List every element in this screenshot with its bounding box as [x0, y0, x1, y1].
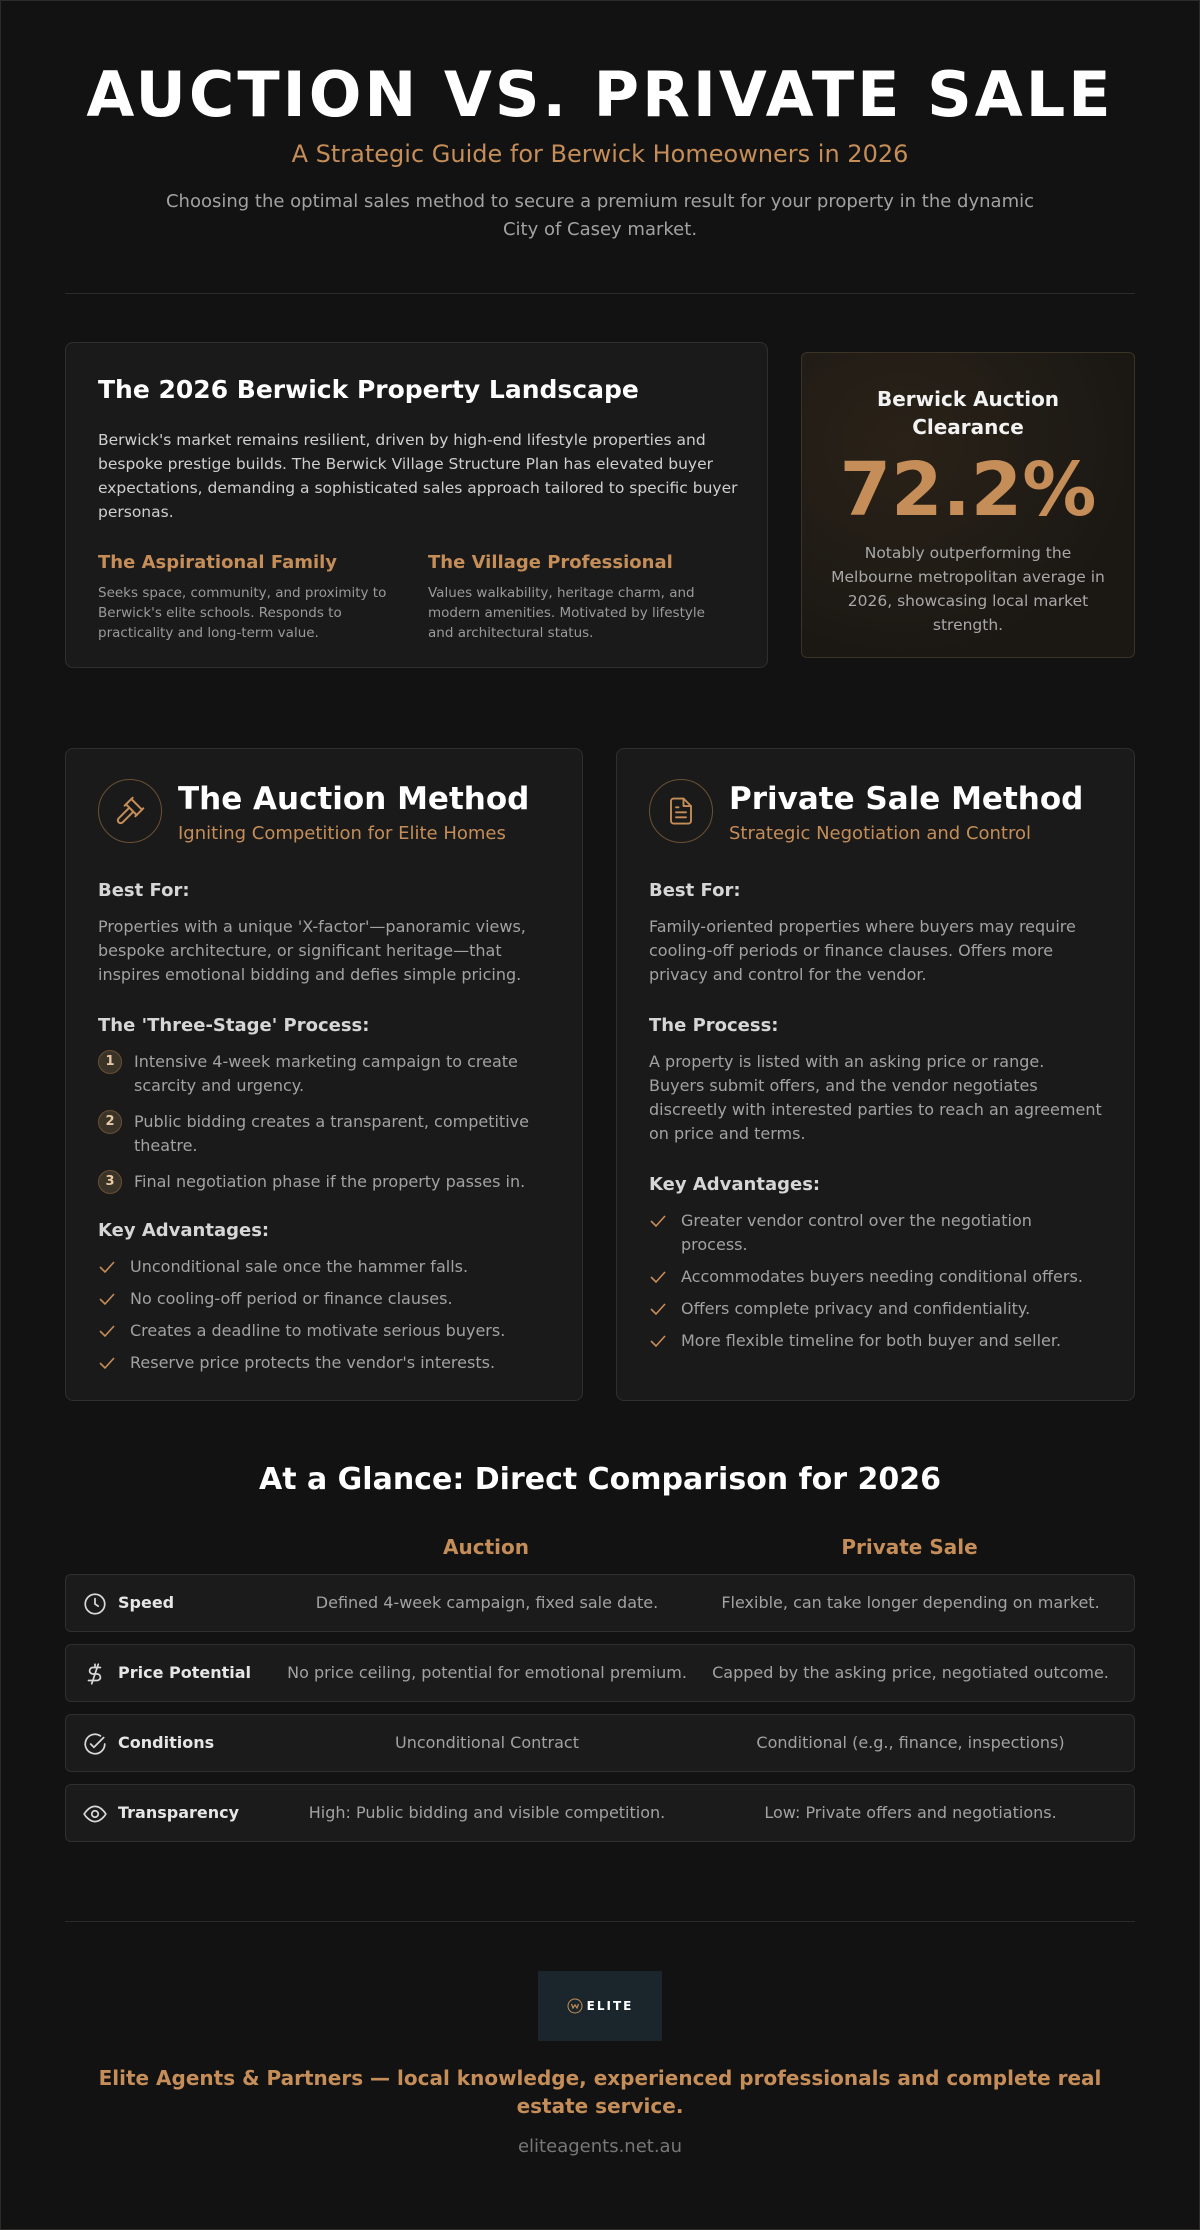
advantage-text: Greater vendor control over the negotiation process.	[681, 1211, 1032, 1254]
persona-item	[98, 552, 398, 643]
row-label: Transparency	[118, 1803, 240, 1822]
private-header	[649, 779, 1102, 844]
landscape-title: The 2026 Berwick Property Landscape	[98, 375, 639, 404]
row-auction-value: High: Public bidding and visible competition.	[308, 1803, 666, 1822]
persona-text: Seeks space, community, and proximity to Berwick's elite schools. Responds to practicality and long-term value.	[98, 585, 387, 641]
gavel-icon	[98, 779, 162, 843]
persona-list	[98, 552, 735, 643]
advantage-text: Reserve price protects the vendor's interests.	[130, 1353, 496, 1372]
process-steps	[98, 1050, 550, 1194]
row-private-value: Flexible, can take longer depending on market.	[721, 1593, 1100, 1612]
stat-value: 72.2%	[839, 447, 1097, 533]
advantage-item	[98, 1319, 550, 1343]
persona-title: The Village Professional	[428, 552, 673, 573]
advantage-item	[649, 1209, 1102, 1257]
auction-subtitle: Igniting Competition for Elite Homes	[178, 823, 506, 844]
process-label: The Process:	[649, 1015, 779, 1036]
logo-text: ELITE	[586, 1999, 634, 2013]
row-auction-value: Unconditional Contract	[395, 1733, 579, 1752]
advantage-item	[98, 1255, 550, 1279]
step-text: Public bidding creates a transparent, competitive theatre.	[134, 1112, 529, 1155]
comparison-row	[65, 1714, 1135, 1772]
advantage-item	[98, 1351, 550, 1375]
check-icon	[98, 1319, 118, 1343]
comparison-row	[65, 1644, 1135, 1702]
advantage-text: Unconditional sale once the hammer falls.	[130, 1257, 469, 1276]
best-for-text: Family-oriented properties where buyers may require cooling-off periods or finance clauses. Offers more privacy and control for the vendor.	[649, 917, 1076, 984]
column-header-auction: Auction	[443, 1535, 529, 1559]
footer-tagline: Elite Agents & Partners — local knowledge, experienced professionals and complete real estate service.	[98, 2066, 1102, 2118]
row-label: Conditions	[118, 1733, 215, 1752]
persona-title: The Aspirational Family	[98, 552, 338, 573]
process-label: The 'Three-Stage' Process:	[98, 1015, 370, 1036]
advantages-list	[649, 1209, 1102, 1353]
check-icon	[98, 1287, 118, 1311]
row-label: Price Potential	[118, 1663, 252, 1682]
step-text: Intensive 4-week marketing campaign to create scarcity and urgency.	[134, 1052, 518, 1095]
row-private-value: Low: Private offers and negotiations.	[764, 1803, 1057, 1822]
persona-item	[428, 552, 728, 643]
step-number: 3	[98, 1170, 122, 1194]
page-description: Choosing the optimal sales method to secure a premium result for your property in the dynamic City of Casey market.	[165, 191, 1035, 240]
brand-logo	[538, 1971, 662, 2041]
landscape-body: Berwick's market remains resilient, driven by high-end lifestyle properties and bespoke prestige builds. The Berwick Village Structure Plan has elevated buyer expectations, demanding a sophisticated sales approach tailored to specific buyer personas.	[98, 431, 738, 521]
header-divider	[65, 293, 1135, 294]
stat-description: Notably outperforming the Melbourne metropolitan average in 2026, showcasing local market strength.	[831, 544, 1105, 634]
clock-icon	[82, 1591, 108, 1617]
row-private-value: Conditional (e.g., finance, inspections)	[756, 1733, 1065, 1752]
process-step	[98, 1110, 550, 1158]
private-subtitle: Strategic Negotiation and Control	[729, 823, 1032, 844]
page-title: AUCTION VS. PRIVATE SALE	[86, 58, 1114, 131]
advantage-text: No cooling-off period or finance clauses.	[130, 1289, 453, 1308]
persona-text: Values walkability, heritage charm, and modern amenities. Motivated by lifestyle and architectural status.	[428, 585, 705, 641]
check-icon	[98, 1351, 118, 1375]
advantage-text: More flexible timeline for both buyer and seller.	[681, 1331, 1062, 1350]
check-icon	[649, 1265, 669, 1289]
row-private-value: Capped by the asking price, negotiated outcome.	[712, 1663, 1109, 1682]
process-text: A property is listed with an asking price or range. Buyers submit offers, and the vendor negotiates discreetly with interested parties to reach an agreement on price and terms.	[649, 1052, 1102, 1143]
eye-icon	[82, 1801, 108, 1827]
check-circle-icon	[82, 1731, 108, 1757]
step-number: 2	[98, 1110, 122, 1134]
best-for-label: Best For:	[98, 880, 190, 901]
check-icon	[98, 1255, 118, 1279]
advantage-text: Accommodates buyers needing conditional offers.	[681, 1267, 1083, 1286]
website-link[interactable]: eliteagents.net.au	[517, 2136, 682, 2157]
logo-mark-icon	[567, 1998, 583, 2014]
advantage-text: Creates a deadline to motivate serious buyers.	[130, 1321, 506, 1340]
clearance-stat-card	[801, 352, 1135, 658]
check-icon	[649, 1209, 669, 1233]
landscape-card	[65, 342, 768, 668]
footer-divider	[65, 1921, 1135, 1922]
advantage-item	[649, 1297, 1102, 1321]
step-number: 1	[98, 1050, 122, 1074]
comparison-row	[65, 1574, 1135, 1632]
row-auction-value: No price ceiling, potential for emotional premium.	[287, 1663, 687, 1682]
check-icon	[649, 1329, 669, 1353]
auction-method-card	[65, 748, 583, 1401]
process-step	[98, 1170, 550, 1194]
process-step	[98, 1050, 550, 1098]
page-subtitle: A Strategic Guide for Berwick Homeowners in 2026	[291, 140, 909, 168]
comparison-row	[65, 1784, 1135, 1842]
comparison-title: At a Glance: Direct Comparison for 2026	[258, 1462, 942, 1497]
advantages-label: Key Advantages:	[649, 1174, 821, 1195]
row-auction-value: Defined 4-week campaign, fixed sale date.	[315, 1593, 659, 1612]
auction-header	[98, 779, 550, 844]
step-text: Final negotiation phase if the property passes in.	[134, 1172, 526, 1191]
private-title: Private Sale Method	[729, 781, 1084, 817]
advantage-item	[98, 1287, 550, 1311]
check-icon	[649, 1297, 669, 1321]
advantage-text: Offers complete privacy and confidentiality.	[681, 1299, 1031, 1318]
advantage-item	[649, 1265, 1102, 1289]
private-sale-method-card	[616, 748, 1135, 1401]
advantages-label: Key Advantages:	[98, 1220, 270, 1241]
stat-label: Berwick Auction Clearance	[876, 387, 1060, 439]
document-icon	[649, 779, 713, 843]
dollar-icon	[82, 1661, 108, 1687]
column-header-private: Private Sale	[841, 1535, 978, 1559]
best-for-text: Properties with a unique 'X-factor'—panoramic views, bespoke architecture, or significant heritage—that inspires emotional bidding and defies simple pricing.	[98, 917, 526, 984]
row-label: Speed	[118, 1593, 175, 1612]
auction-title: The Auction Method	[178, 781, 530, 817]
advantage-item	[649, 1329, 1102, 1353]
advantages-list	[98, 1255, 550, 1375]
best-for-label: Best For:	[649, 880, 741, 901]
